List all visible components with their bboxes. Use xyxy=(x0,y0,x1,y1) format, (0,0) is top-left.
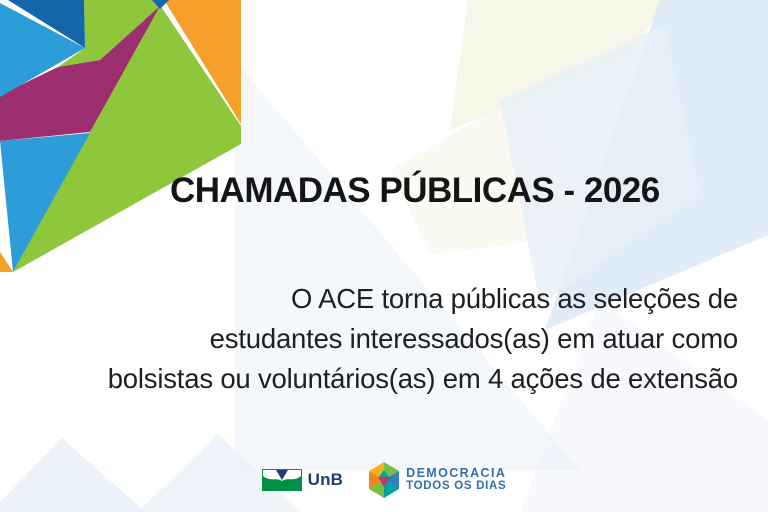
democracia-wordmark-line2: TODOS OS DIAS xyxy=(406,480,507,492)
body-text-line-2: estudantes interessados(as) em atuar como xyxy=(209,323,738,354)
body-text-line-1: O ACE torna públicas as seleções de xyxy=(290,283,738,314)
footer-logos xyxy=(0,462,768,498)
democracia-wordmark-line1: DEMOCRACIA xyxy=(406,466,507,480)
unb-logo-group xyxy=(262,469,344,491)
body-text xyxy=(8,279,738,399)
body-text-line-3: bolsistas ou voluntários(as) em 4 ações de extensão xyxy=(107,363,738,394)
unb-label: UnB xyxy=(307,470,344,489)
democracia-wordmark xyxy=(406,467,506,493)
unb-logo-icon xyxy=(262,469,302,491)
democracia-hexagon-icon xyxy=(369,462,399,498)
geometric-decoration xyxy=(0,0,250,300)
democracia-logo-group xyxy=(369,462,506,498)
page-title: CHAMADAS PÚBLICAS - 2026 xyxy=(170,171,660,210)
decoration-orange-sliver xyxy=(0,252,13,272)
